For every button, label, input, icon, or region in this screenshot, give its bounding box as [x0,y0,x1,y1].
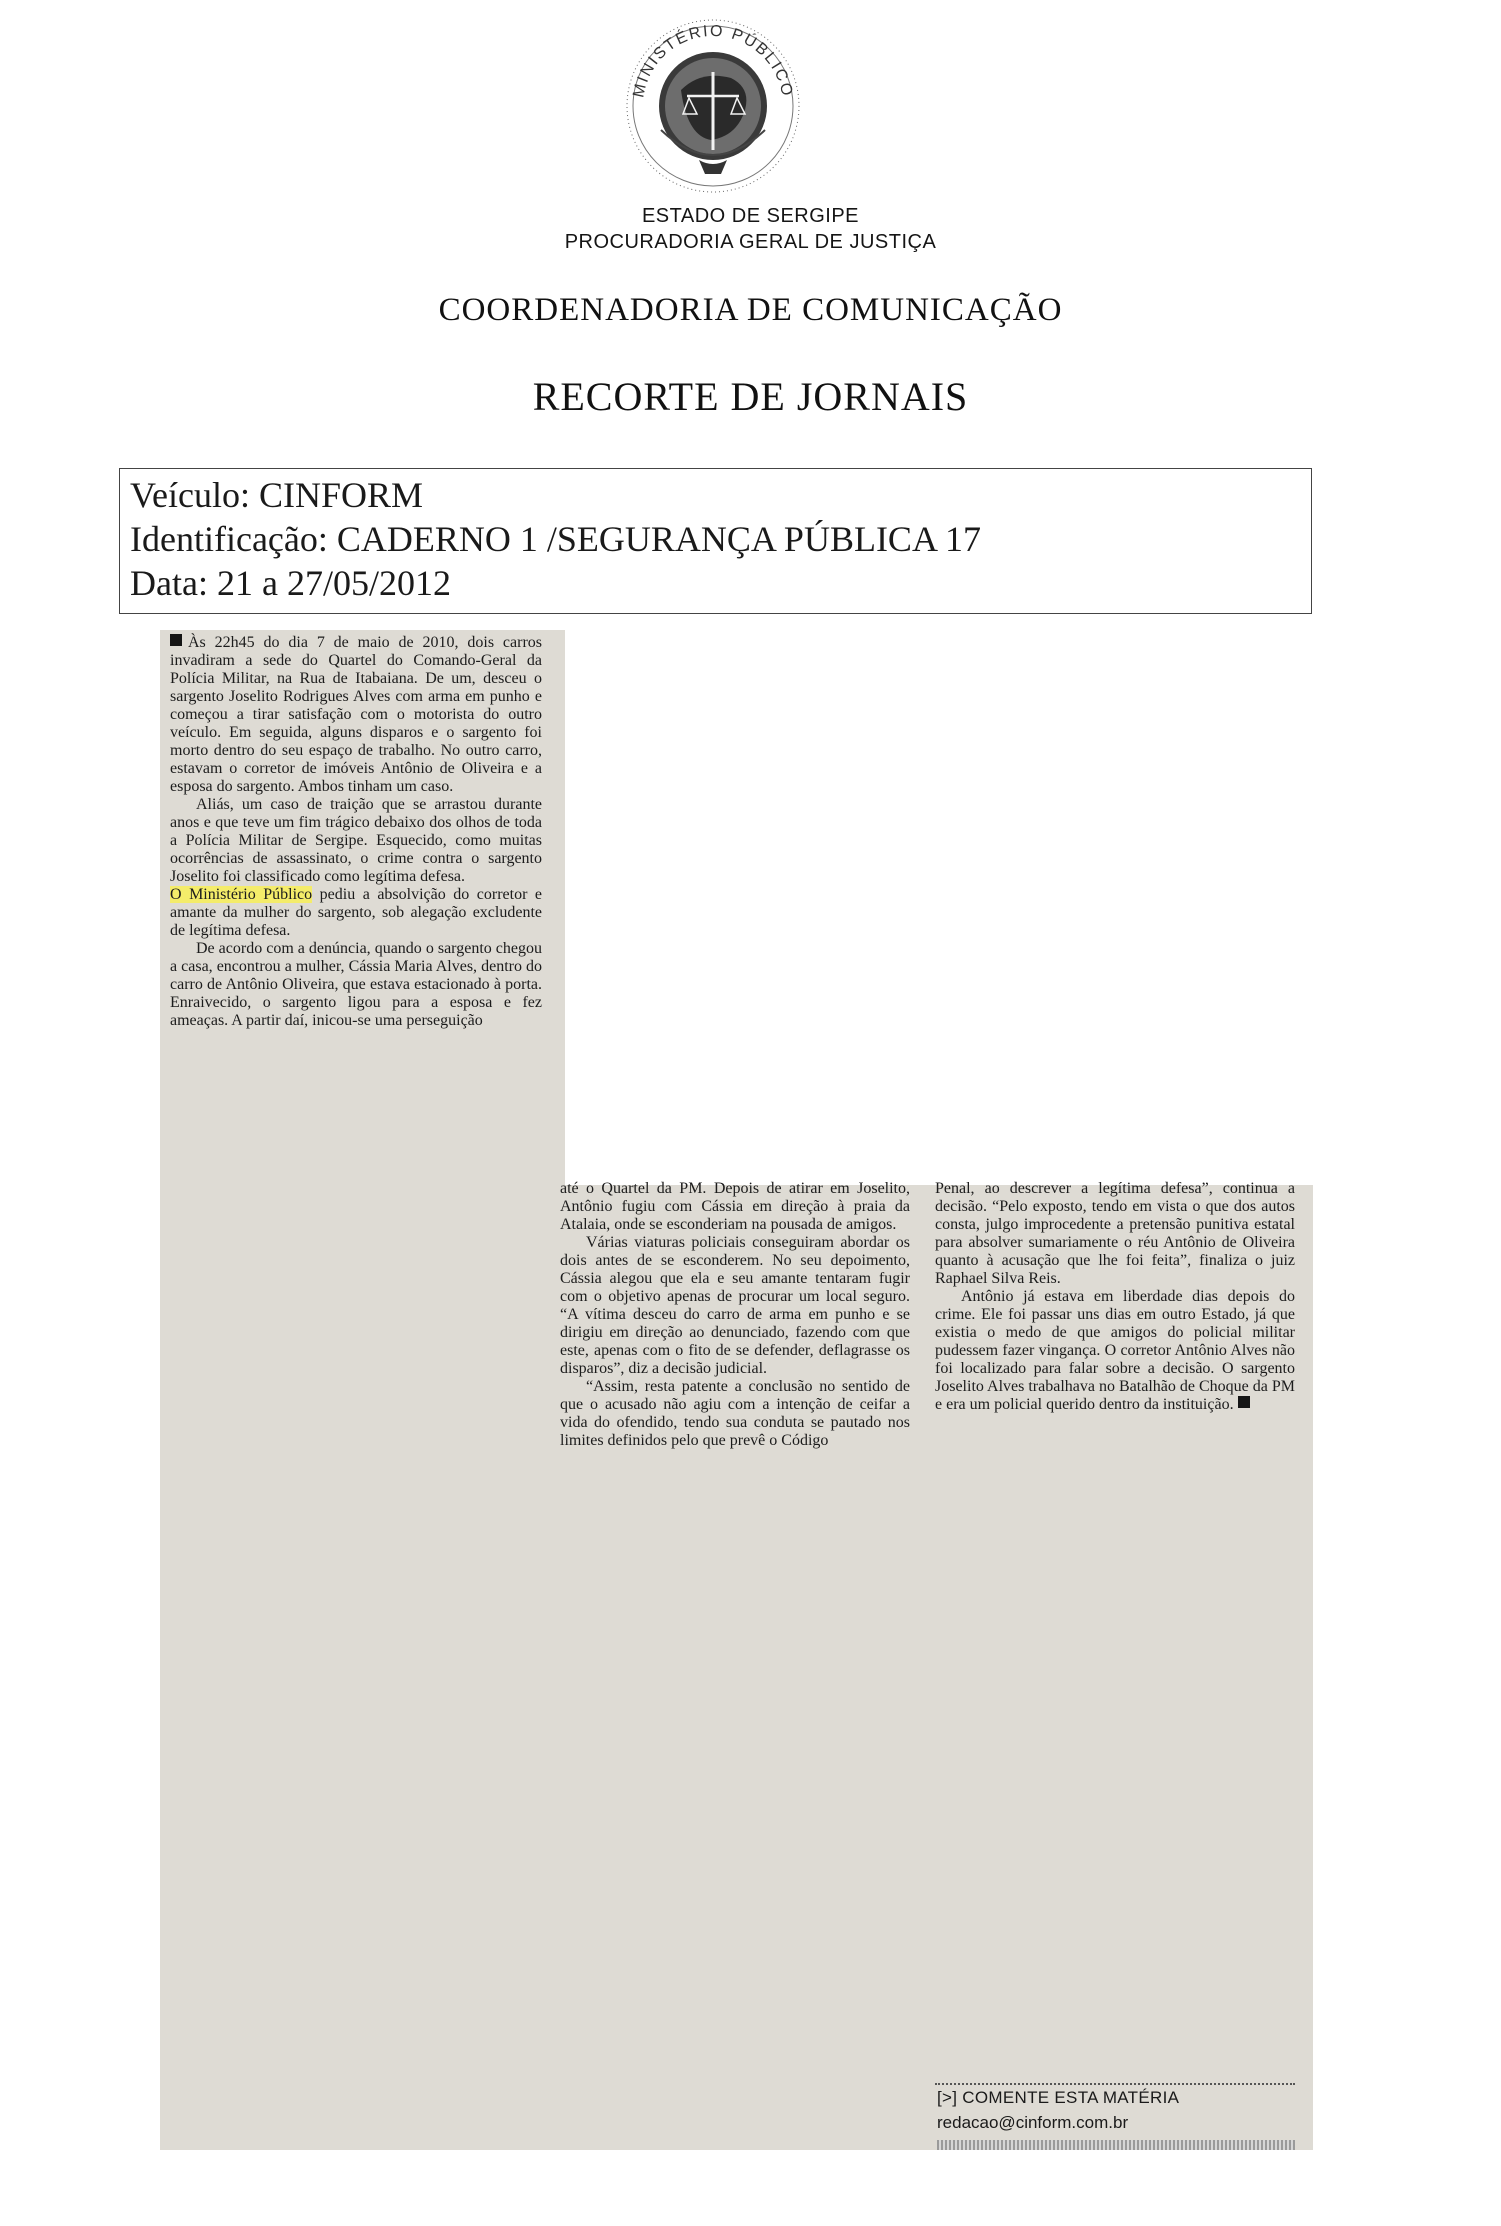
end-square-icon [1238,1396,1250,1408]
article-paragraph: Antônio já estava em liberdade dias depois do crime. Ele foi passar uns dias em outro Estado, já que existia o medo de que amigos do policial militar pudessem fazer vingança. O corretor Antônio Alves não foi localizado para falar sobre a decisão. O sargento Joselito Alves trabalhava no Batalhão de Choque da PM e era um policial querido dentro da instituição. [935,1288,1295,1413]
article-column-2 [560,1180,910,1450]
article-paragraph: Penal, ao descrever a legítima defesa”, continua a decisão. “Pelo exposto, tendo em vista o que dos autos consta, julgo improcedente a pretensão punitiva estatal para absolver sumariamente o réu Antônio de Oliveira quanto à acusação que lhe foi feita”, finaliza o juiz Raphael Silva Reis. [935,1180,1295,1287]
footer-barcode [937,2140,1295,2150]
highlighted-text: O Ministério Público [170,886,313,903]
article-column-1 [170,634,542,1030]
info-box [119,468,1312,614]
seal-text: MINISTÉRIO PÚBLICO [630,22,796,100]
article-paragraph: Várias viaturas policiais conseguiram abordar os dois antes de se esconderem. No seu depoimento, Cássia alegou que ela e seu amante tentaram fugir com o objetivo apenas de procurar um local seguro. “A vítima desceu do carro de arma em punho e se dirigiu em direção ao denunciado, fazendo com que este, apenas com o fito de se defender, deflagrasse os disparos”, diz a decisão judicial. [560,1234,910,1377]
vehicle-line: Veículo: CINFORM [130,475,424,515]
page-title: RECORTE DE JORNAIS [532,374,969,419]
header-office: PROCURADORIA GERAL DE JUSTIÇA [564,231,937,253]
article-paragraph: Às 22h45 do dia 7 de maio de 2010, dois carros invadiram a sede do Quartel do Comando-Geral da Polícia Militar, na Rua de Itabaiana. De um, desceu o sargento Joselito Rodrigues Alves com arma em punho e começou a tirar satisfação com o motorista do outro veículo. Em seguida, alguns disparos e o sargento foi morto dentro do seu espaço de trabalho. No outro carro, estavam o corretor de imóveis Antônio de Oliveira e a esposa do sargento. Ambos tinham um caso. [170,634,542,795]
article-paragraph: até o Quartel da PM. Depois de atirar em Joselito, Antônio fugiu com Cássia em direção à praia da Atalaia, onde se esconderiam na pousada de amigos. [560,1180,910,1233]
date-line: Data: 21 a 27/05/2012 [130,563,451,603]
article-column-3 [935,1180,1295,1414]
article-paragraph: De acordo com a denúncia, quando o sargento chegou a casa, encontrou a mulher, Cássia Maria Alves, dentro do carro de Antônio Oliveira, que estava estacionado à porta. Enraivecido, o sargento ligou para a esposa e fez ameaças. A partir daí, inicou-se uma perseguição [170,940,542,1029]
comment-label: [>] COMENTE ESTA MATÉRIA [937,2088,1180,2107]
article-paragraph: Aliás, um caso de traição que se arrastou durante anos e que teve um fim trágico debaixo dos olhos de toda a Polícia Militar de Sergipe. Esquecido, como muitas ocorrências de assassinato, o crime contra o sargento Joselito foi classificado como legítima defesa. [170,796,542,885]
identification-line: Identificação: CADERNO 1 /SEGURANÇA PÚBLICA 17 [130,519,981,559]
comment-divider [935,2083,1295,2085]
bullet-square-icon [170,634,182,646]
article-paragraph: “Assim, resta patente a conclusão no sentido de que o acusado não agiu com a intenção de ceifar a vida do ofendido, tendo sua conduta se pautado nos limites definidos pelo que prevê o Código [560,1378,910,1449]
header-department: COORDENADORIA DE COMUNICAÇÃO [438,292,1063,328]
comment-email: redacao@cinform.com.br [937,2113,1129,2132]
header-state: ESTADO DE SERGIPE [641,205,860,227]
ministerio-publico-seal [621,10,805,198]
article-paragraph: O Ministério Público pediu a absolvição do corretor e amante da mulher do sargento, sob alegação excludente de legítima defesa. [170,886,543,939]
